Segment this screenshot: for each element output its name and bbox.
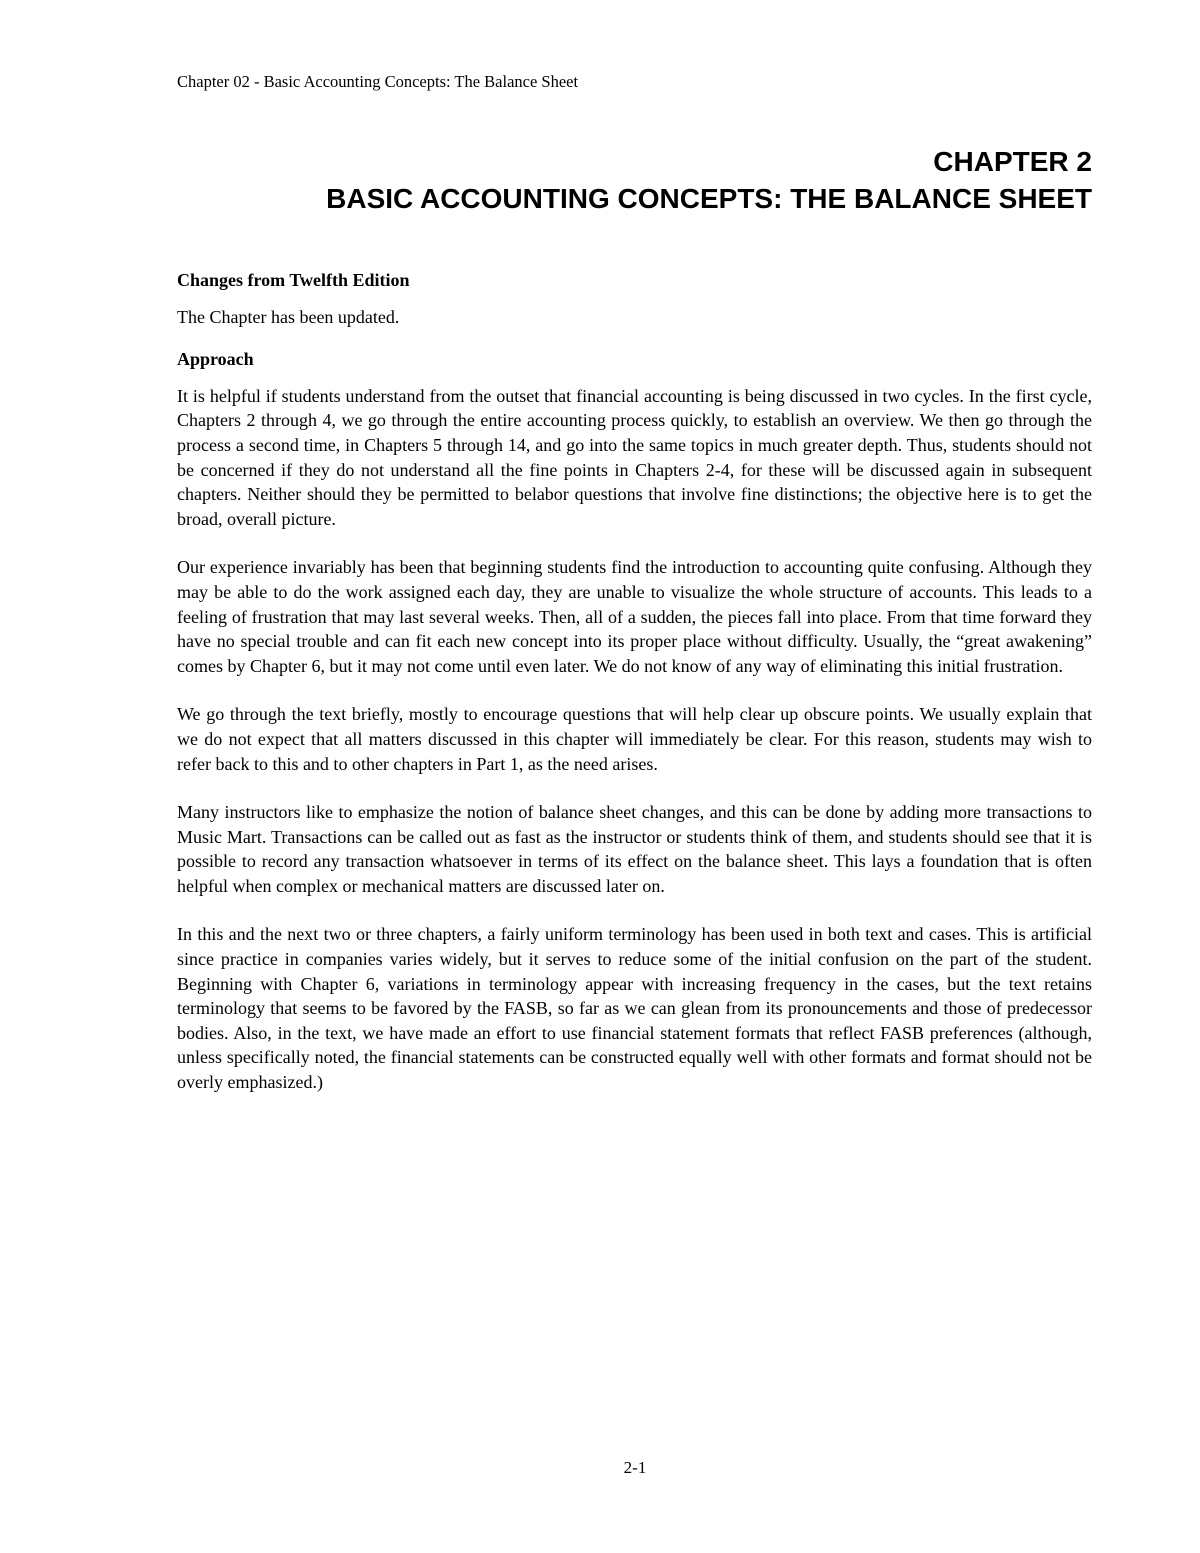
approach-paragraph-3: We go through the text briefly, mostly to encourage questions that will help clear up obscure points. We usually explain that we do not expect that all matters discussed in this chapter will immediately be clear. For this reason, students may wish to refer back to this and to other chapters in Part 1, as the need arises.	[177, 704, 1092, 774]
approach-paragraph-4: Many instructors like to emphasize the notion of balance sheet changes, and this can be done by adding more transactions to Music Mart. Transactions can be called out as fast as the instructor or students think of them, and students should see that it is possible to record any transaction whatsoever in terms of its effect on the balance sheet. This lays a foundation that is often helpful when complex or mechanical matters are discussed later on.	[177, 802, 1092, 896]
page-number: 2-1	[623, 1458, 647, 1477]
approach-paragraph-2: Our experience invariably has been that beginning students find the introduction to accounting quite confusing. Although they may be able to do the work assigned each day, they are unable to visualize the whole structure of accounts. This leads to a feeling of frustration that may last several weeks. Then, all of a sudden, the pieces fall into place. From that time forward they have no special trouble and can fit each new concept into its proper place without difficulty. Usually, the “great awakening” comes by Chapter 6, but it may not come until even later. We do not know of any way of eliminating this initial frustration.	[177, 557, 1092, 676]
chapter-heading	[326, 143, 1092, 217]
approach-paragraph-1: It is helpful if students understand from the outset that financial accounting is being discussed in two cycles. In the first cycle, Chapters 2 through 4, we go through the entire accounting process quickly, to establish an overview. We then go through the process a second time, in Chapters 5 through 14, and go into the same topics in much greater depth. Thus, students should not be concerned if they do not understand all the fine points in Chapters 2-4, for these will be discussed again in subsequent chapters. Neither should they be permitted to belabor questions that involve fine distinctions; the objective here is to get the broad, overall picture.	[177, 385, 1092, 529]
document-body	[177, 268, 1092, 1119]
approach-paragraph-5: In this and the next two or three chapters, a fairly uniform terminology has been used in both text and cases. This is artificial since practice in companies varies widely, but it serves to reduce some of the initial confusion on the part of the student. Beginning with Chapter 6, variations in terminology appear with increasing frequency in the cases, but the text retains terminology that seems to be favored by the FASB, so far as we can glean from its pronouncements and those of predecessor bodies. Also, in the text, we have made an effort to use financial statement formats that reflect FASB preferences (although, unless specifically noted, the financial statements can be constructed equally well with other formats and format should not be overly emphasized.)	[177, 924, 1092, 1093]
changes-text: The Chapter has been updated.	[177, 306, 400, 327]
chapter-number: CHAPTER 2	[933, 146, 1092, 177]
section-title-changes: Changes from Twelfth Edition	[177, 270, 410, 290]
section-title-approach: Approach	[177, 349, 254, 370]
running-header: Chapter 02 - Basic Accounting Concepts: The Balance Sheet	[177, 72, 579, 91]
chapter-title: BASIC ACCOUNTING CONCEPTS: THE BALANCE SHEET	[326, 183, 1092, 214]
